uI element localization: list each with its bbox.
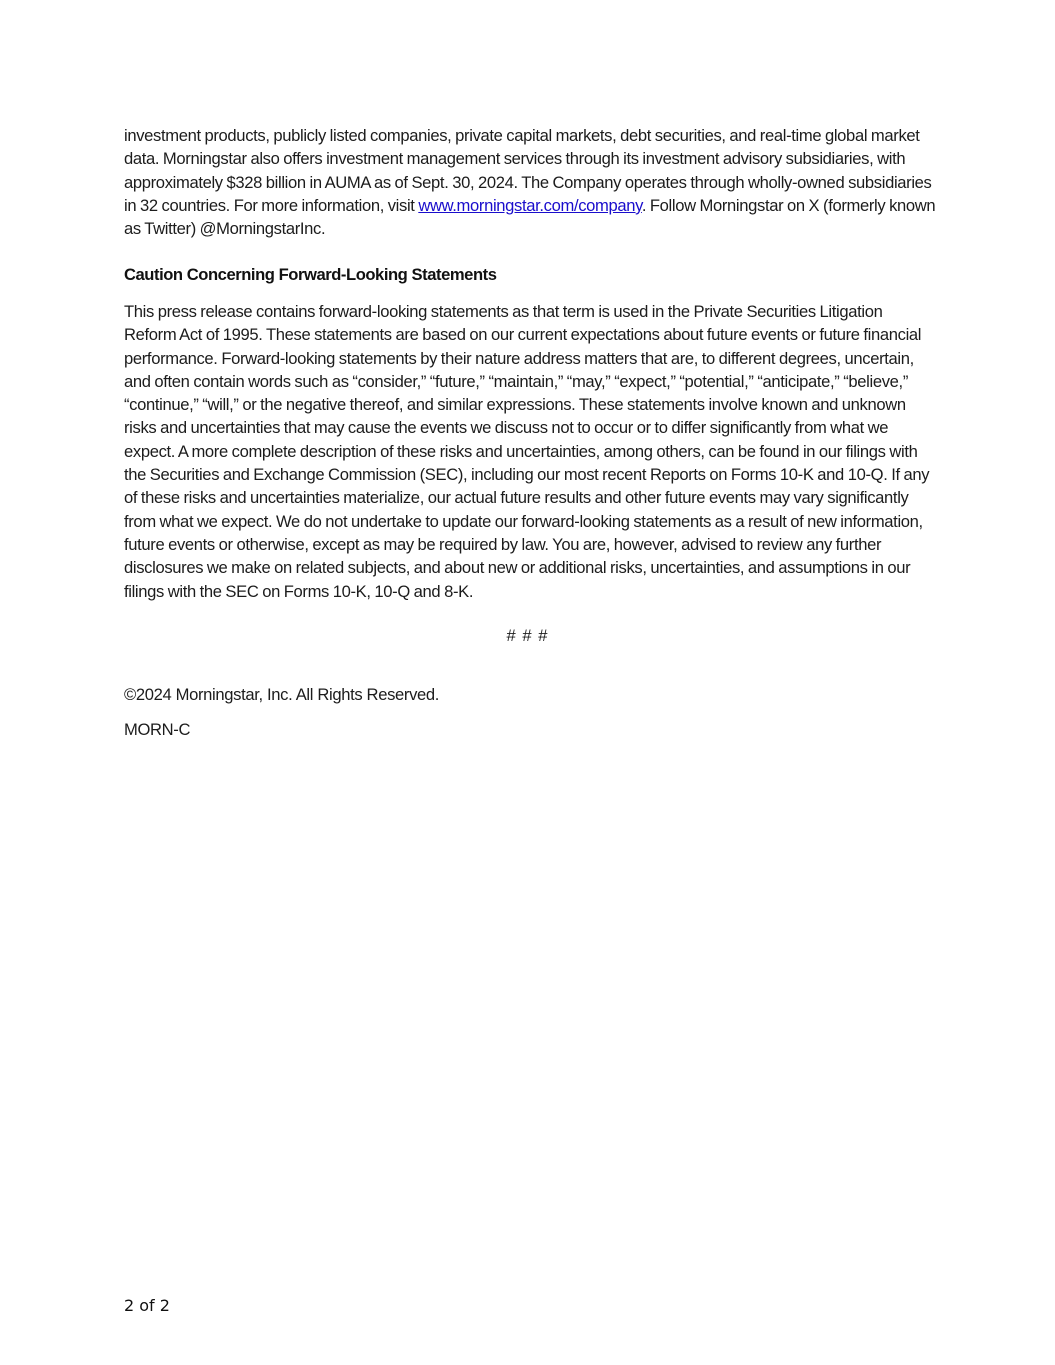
company-website-link[interactable]: www.morningstar.com/company bbox=[418, 195, 642, 215]
forward-looking-heading: Caution Concerning Forward-Looking Statements bbox=[124, 265, 497, 284]
about-text-after-link: . Follow Morningstar on X (formerly known as Twitter) @MorningstarInc. bbox=[124, 195, 936, 239]
about-text-before-link: investment products, publicly listed companies, private capital markets, debt securities, and real-time global market data. Morningstar also offers investment management services through its investment advisory subsidiaries, with approximately $328 billion in AUMA as of Sept. 30, 2024. The Company operates through wholly-owned subsidiaries in 32 countries. For more information, visit bbox=[124, 126, 932, 215]
release-code: MORN-C bbox=[124, 720, 191, 739]
about-paragraph bbox=[124, 124, 936, 240]
section-separator: # # # bbox=[506, 626, 549, 645]
copyright-notice: ©2024 Morningstar, Inc. All Rights Reserved. bbox=[124, 685, 440, 704]
forward-looking-paragraph: This press release contains forward-looking statements as that term is used in the Private Securities Litigation Reform Act of 1995. These statements are based on our current expectations about future events or future financial performance. Forward-looking statements by their nature address matters that are, to different degrees, uncertain, and often contain words such as “consider,” “future,” “maintain,” “may,” “expect,” “potential,” “anticipate,” “believe,” “continue,” “will,” or the negative thereof, and similar expressions. These statements involve known and unknown risks and uncertainties that may cause the events we discuss not to occur or to differ significantly from what we expect. A more complete description of these risks and uncertainties, among others, can be found in our filings with the Securities and Exchange Commission (SEC), including our most recent Reports on Forms 10-K and 10-Q. If any of these risks and uncertainties materialize, our actual future results and other future events may vary significantly from what we expect. We do not undertake to update our forward-looking statements as a result of new information, future events or otherwise, except as may be required by law. You are, however, advised to review any further disclosures we make on related subjects, and about new or additional risks, uncertainties, and assumptions in our filings with the SEC on Forms 10-K, 10-Q and 8-K. bbox=[124, 302, 930, 601]
page-number: 2 of 2 bbox=[124, 1296, 170, 1315]
